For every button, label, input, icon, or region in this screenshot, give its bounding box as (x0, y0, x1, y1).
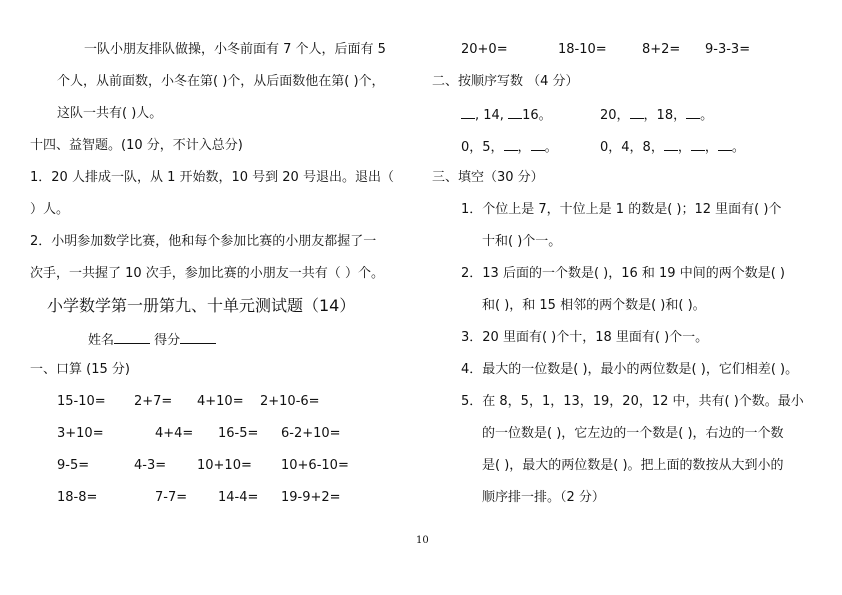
oral-cell: 20+0= (461, 42, 508, 57)
q13-line-3: 这队一共有( )人。 (57, 106, 163, 121)
answer-blank[interactable] (691, 137, 705, 151)
answer-blank[interactable] (504, 137, 518, 151)
oral-cell: 18-10= (558, 42, 607, 57)
fill-line-7: 5．在 8，5，1，13，19，20，12 中，共有( )个数。最小 (461, 394, 804, 409)
oral-cell: 3+10= (57, 426, 104, 441)
oral-cell: 7-7= (155, 490, 188, 505)
sequence-1a (461, 105, 552, 125)
oral-cell: 4+4= (155, 426, 194, 441)
sequence-1b (600, 105, 713, 125)
page-number: 10 (416, 535, 429, 546)
section3-heading: 三、填空（30 分） (432, 170, 544, 185)
answer-blank[interactable] (508, 105, 522, 119)
q13-line-1: 一队小朋友排队做操，小冬前面有 7 个人，后面有 5 (84, 42, 386, 57)
answer-blank[interactable] (630, 105, 644, 119)
q14-item-2-cont: 次手，一共握了 10 次手，参加比赛的小朋友一共有（ ）个。 (30, 266, 384, 281)
q14-item-2: 2．小明参加数学比赛，他和每个参加比赛的小朋友都握了一 (30, 234, 377, 249)
seq-text: ，18， (643, 108, 687, 123)
fill-line-5: 3．20 里面有( )个十，18 里面有( )个一。 (461, 330, 709, 345)
answer-blank[interactable] (664, 137, 678, 151)
sequence-2a (461, 137, 558, 157)
seq-text: 。 (700, 108, 714, 123)
score-label: 得分 (154, 333, 181, 348)
seq-text: 0，4，8， (600, 140, 664, 155)
oral-cell: 2+10-6= (260, 394, 320, 409)
fill-line-2: 十和( )个一。 (482, 234, 562, 249)
seq-text: ， (677, 140, 691, 155)
fill-line-8: 的一位数是( )，它左边的一个数是( )，右边的一个数 (482, 426, 784, 441)
seq-text: 16。 (522, 108, 552, 123)
oral-cell: 9-5= (57, 458, 90, 473)
oral-cell: 4+10= (197, 394, 244, 409)
oral-cell: 8+2= (642, 42, 681, 57)
q14-item-1-cont: ）人。 (30, 202, 70, 217)
oral-cell: 10+6-10= (281, 458, 349, 473)
answer-blank[interactable] (531, 137, 545, 151)
score-blank[interactable] (180, 330, 216, 344)
oral-cell: 15-10= (57, 394, 106, 409)
test-title: 小学数学第一册第九、十单元测试题（14） (47, 296, 356, 315)
oral-cell: 4-3= (134, 458, 167, 473)
seq-text: 20， (600, 108, 630, 123)
answer-blank[interactable] (461, 105, 475, 119)
oral-cell: 19-9+2= (281, 490, 341, 505)
seq-text: ， (704, 140, 718, 155)
oral-cell: 14-4= (218, 490, 259, 505)
seq-text: ， (517, 140, 531, 155)
seq-text: , 14, (475, 108, 509, 123)
oral-cell: 16-5= (218, 426, 259, 441)
seq-text: 。 (731, 140, 745, 155)
name-score-line (88, 330, 216, 350)
section2-heading: 二、按顺序写数 （4 分） (432, 74, 579, 89)
oral-cell: 6-2+10= (281, 426, 341, 441)
oral-cell: 18-8= (57, 490, 98, 505)
fill-line-1: 1．个位上是 7，十位上是 1 的数是( )；12 里面有( )个 (461, 202, 782, 217)
oral-cell: 9-3-3= (705, 42, 751, 57)
seq-text: 0，5， (461, 140, 504, 155)
answer-blank[interactable] (718, 137, 732, 151)
seq-text: 。 (544, 140, 558, 155)
section1-heading: 一、口算 (15 分) (30, 362, 130, 377)
name-blank[interactable] (114, 330, 150, 344)
fill-line-3: 2．13 后面的一个数是( )，16 和 19 中间的两个数是( ) (461, 266, 785, 281)
q13-line-2: 个人，从前面数，小冬在第( )个，从后面数他在第( )个， (57, 74, 385, 89)
name-label: 姓名 (88, 333, 115, 348)
fill-line-9: 是( )，最大的两位数是( )。把上面的数按从大到小的 (482, 458, 784, 473)
q14-item-1: 1．20 人排成一队，从 1 开始数，10 号到 20 号退出。退出（ (30, 170, 394, 185)
fill-line-10: 顺序排一排。（2 分） (482, 490, 605, 505)
oral-cell: 2+7= (134, 394, 173, 409)
fill-line-4: 和( )，和 15 相邻的两个数是( )和( )。 (482, 298, 706, 313)
q14-heading: 十四、益智题。(10 分，不计入总分) (30, 138, 243, 153)
answer-blank[interactable] (686, 105, 700, 119)
fill-line-6: 4．最大的一位数是( )，最小的两位数是( )，它们相差( )。 (461, 362, 799, 377)
sequence-2b (600, 137, 745, 157)
oral-cell: 10+10= (197, 458, 252, 473)
